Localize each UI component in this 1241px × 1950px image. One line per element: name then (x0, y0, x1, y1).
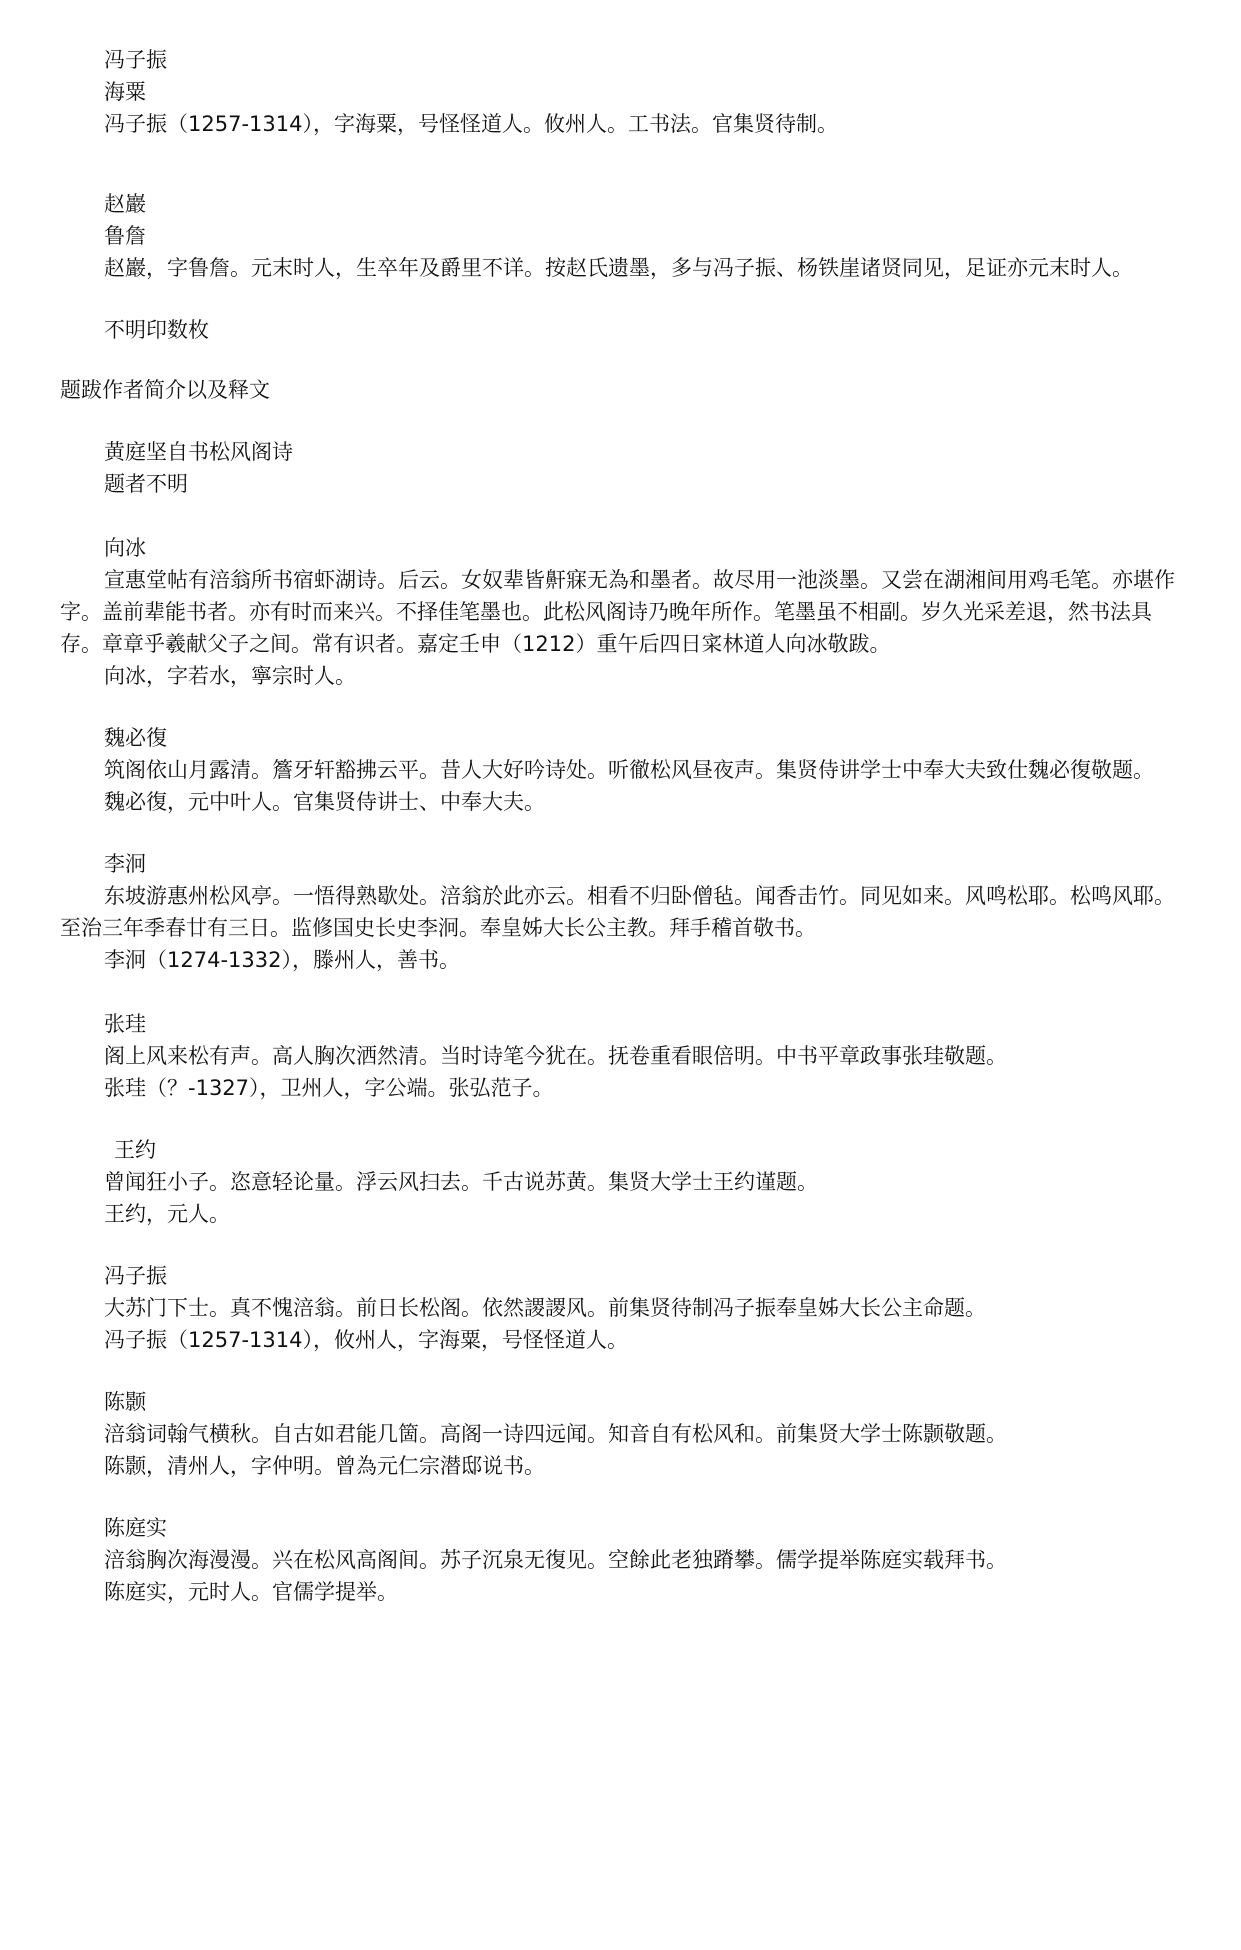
entry-title: 向冰 (104, 536, 146, 560)
entry-name: 赵巖 (104, 192, 146, 216)
entry-note: 向冰，字若水，寧宗时人。 (104, 664, 356, 688)
colophon-entry-chen-tingshi (104, 1512, 1179, 1608)
entry-note: 题者不明 (104, 472, 188, 496)
colophon-entry-wang-yue (104, 1134, 1179, 1230)
entry-note: 魏必復，元中叶人。官集贤侍讲士、中奉大夫。 (104, 790, 545, 814)
entry-paragraph: 大苏门下士。真不愧涪翁。前日长松阁。依然謖謖风。前集贤待制冯子振奉皇姊大长公主命题。 (104, 1296, 986, 1320)
entry-paragraph: 涪翁胸次海漫漫。兴在松风高阁间。苏子沉泉无復见。空餘此老独蹐攀。儒学提举陈庭实载拜书。 (104, 1548, 1007, 1572)
entry-title: 冯子振 (104, 1264, 167, 1288)
colophon-entry-zhang-gui (104, 1008, 1179, 1104)
seal-entry-zhao-yan (104, 188, 1179, 284)
entry-note: 陈庭实，元时人。官儒学提举。 (104, 1580, 398, 1604)
entry-note: 李泂（1274-1332），滕州人，善书。 (104, 948, 460, 972)
entry-paragraph: 东坡游惠州松风亭。一悟得熟歇处。涪翁於此亦云。相看不归卧僧毡。闻香击竹。同见如来。风鸣松耶。松鸣风耶。至治三年季春廿有三日。监修国史长史李泂。奉皇姊大长公主教。拜手稽首敬书。 (60, 884, 1175, 940)
entry-title: 陈颢 (104, 1390, 146, 1414)
entry-paragraph: 宣惠堂帖有涪翁所书宿虾湖诗。后云。女奴辈皆鼾寐无為和墨者。故尽用一池淡墨。又尝在湖湘间用鸡毛笔。亦堪作字。盖前辈能书者。亦有时而来兴。不择佳笔墨也。此松风阁诗乃晚年所作。笔墨虽不相副。岁久光采差退，然书法具存。章章乎羲献父子之间。常有识者。嘉定壬申（1212）重午后四日寀林道人向冰敬跋。 (60, 568, 1175, 656)
entry-note: 不明印数枚 (104, 318, 209, 342)
entry-bio: 冯子振（1257-1314），字海粟，号怪怪道人。攸州人。工书法。官集贤待制。 (104, 112, 838, 136)
seal-entry-feng-zizhen (104, 44, 1179, 140)
entry-alias: 海粟 (104, 80, 146, 104)
entry-note: 张珪（？-1327），卫州人，字公端。张弘范子。 (104, 1076, 554, 1100)
section-title: 题跋作者简介以及释文 (60, 378, 270, 402)
colophon-entry-xiang-bing (60, 532, 1179, 692)
entry-paragraph: 涪翁词翰气横秋。自古如君能几箇。高阁一诗四远闻。知音自有松风和。前集贤大学士陈颢敬题。 (104, 1422, 1007, 1446)
entry-note: 冯子振（1257-1314），攸州人，字海粟，号怪怪道人。 (104, 1328, 628, 1352)
entry-paragraph: 曾闻狂小子。恣意轻论量。浮云风扫去。千古说苏黄。集贤大学士王约谨题。 (104, 1170, 818, 1194)
entry-paragraph: 阁上风来松有声。高人胸次洒然清。当时诗笔今犹在。抚卷重看眼倍明。中书平章政事张珪敬题。 (104, 1044, 1007, 1068)
colophon-entry-chen-hao (104, 1386, 1179, 1482)
colophon-entry-feng-zizhen (104, 1260, 1179, 1356)
colophon-entry-li-jiong (60, 848, 1179, 976)
entry-note: 陈颢，清州人，字仲明。曾為元仁宗潜邸说书。 (104, 1454, 545, 1478)
colophon-entry-title-work (104, 436, 1179, 500)
entry-title: 张珪 (104, 1012, 146, 1036)
entry-title: 魏必復 (104, 726, 167, 750)
entry-title: 陈庭实 (104, 1516, 167, 1540)
colophon-entry-wei-bifu (104, 722, 1179, 818)
entry-note: 王约，元人。 (104, 1202, 230, 1226)
entry-alias: 鲁詹 (104, 224, 146, 248)
entry-paragraph: 筑阁依山月露清。簷牙轩豁拂云平。昔人大好吟诗处。听徹松风昼夜声。集贤侍讲学士中奉大夫致仕魏必復敬题。 (104, 758, 1154, 782)
entry-bio: 赵巖，字鲁詹。元末时人，生卒年及爵里不详。按赵氏遗墨，多与冯子振、杨铁崖诸贤同见，足证亦元末时人。 (104, 256, 1133, 280)
entry-title: 黄庭坚自书松风阁诗 (104, 440, 293, 464)
entry-title: 王约 (114, 1138, 156, 1162)
entry-title: 李泂 (104, 852, 146, 876)
entry-name: 冯子振 (104, 48, 167, 72)
unknown-seals-note (104, 314, 1179, 346)
